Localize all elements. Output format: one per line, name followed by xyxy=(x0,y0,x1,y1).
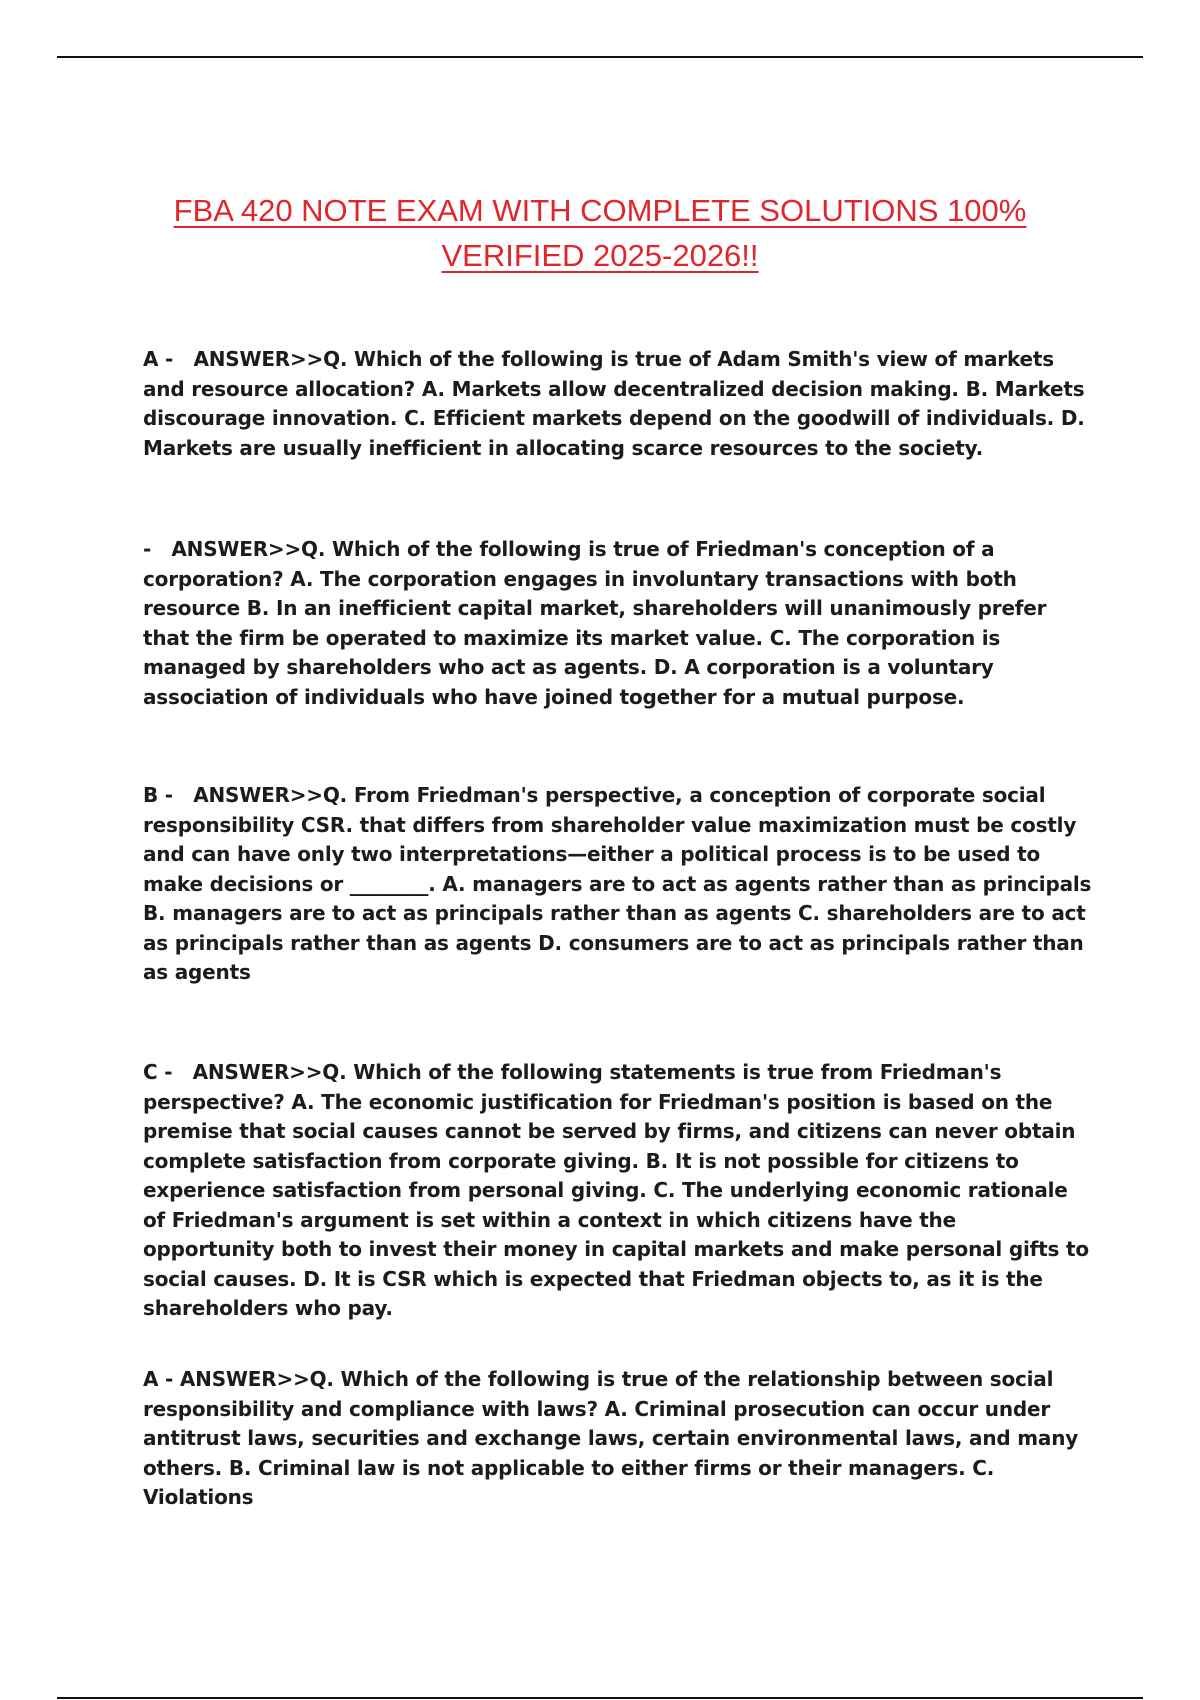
title-line-2: VERIFIED 2025-2026!! xyxy=(441,238,759,273)
answer-prefix: B - xyxy=(143,783,194,807)
qa-entry xyxy=(143,1365,1093,1513)
question-text: ANSWER>>Q. Which of the following statements is true from Friedman's perspective? A. The economic justification for Friedman's position is based on the premise that social causes cannot be served by firms, and citizens can never obtain complete satisfaction from corporate giving. B. It is not possible for citizens to experience satisfaction from personal giving. C. The underlying economic rationale of Friedman's argument is set within a context in which citizens have the opportunity both to invest their money in capital markets and make personal gifts to social causes. D. It is CSR which is expected that Friedman objects to, as it is the shareholders who pay. xyxy=(143,1060,1089,1320)
question-text: ANSWER>>Q. Which of the following is true of Friedman's conception of a corporation? A. The corporation engages in involuntary transactions with both resource B. In an inefficient capital market, shareholders will unanimously prefer that the firm be operated to maximize its market value. C. The corporation is managed by shareholders who act as agents. D. A corporation is a voluntary association of individuals who have joined together for a mutual purpose. xyxy=(143,537,1047,709)
footer-rule xyxy=(57,1697,1143,1699)
answer-prefix: A - xyxy=(143,347,194,371)
title-line-1: FBA 420 NOTE EXAM WITH COMPLETE SOLUTIONS 100% xyxy=(173,193,1027,228)
answer-prefix: - xyxy=(143,537,172,561)
answer-prefix: C - xyxy=(143,1060,193,1084)
header-rule xyxy=(57,56,1143,58)
qa-entry xyxy=(143,1058,1093,1324)
qa-entry xyxy=(143,345,1093,463)
question-text: ANSWER>>Q. Which of the following is true of Adam Smith's view of markets and resource allocation? A. Markets allow decentralized decision making. B. Markets discourage innovation. C. Efficient markets depend on the goodwill of individuals. D. Markets are usually inefficient in allocating scarce resources to the society. xyxy=(143,347,1085,460)
document-title xyxy=(100,188,1100,278)
answer-prefix: A - xyxy=(143,1367,180,1391)
question-text: ANSWER>>Q. Which of the following is true of the relationship between social responsibility and compliance with laws? A. Criminal prosecution can occur under antitrust laws, securities and exchange laws, certain environmental laws, and many others. B. Criminal law is not applicable to either firms or their managers. C. Violations xyxy=(143,1367,1079,1509)
qa-entry xyxy=(143,781,1093,988)
qa-entry xyxy=(143,535,1093,712)
question-text: ANSWER>>Q. From Friedman's perspective, a conception of corporate social responsibility CSR. that differs from shareholder value maximization must be costly and can have only two interpretations—either a political process is to be used to make decisions or ________. A. managers are to act as agents rather than as principals B. managers are to act as principals rather than as agents C. shareholders are to act as principals rather than as agents D. consumers are to act as principals rather than as agents xyxy=(143,783,1092,984)
